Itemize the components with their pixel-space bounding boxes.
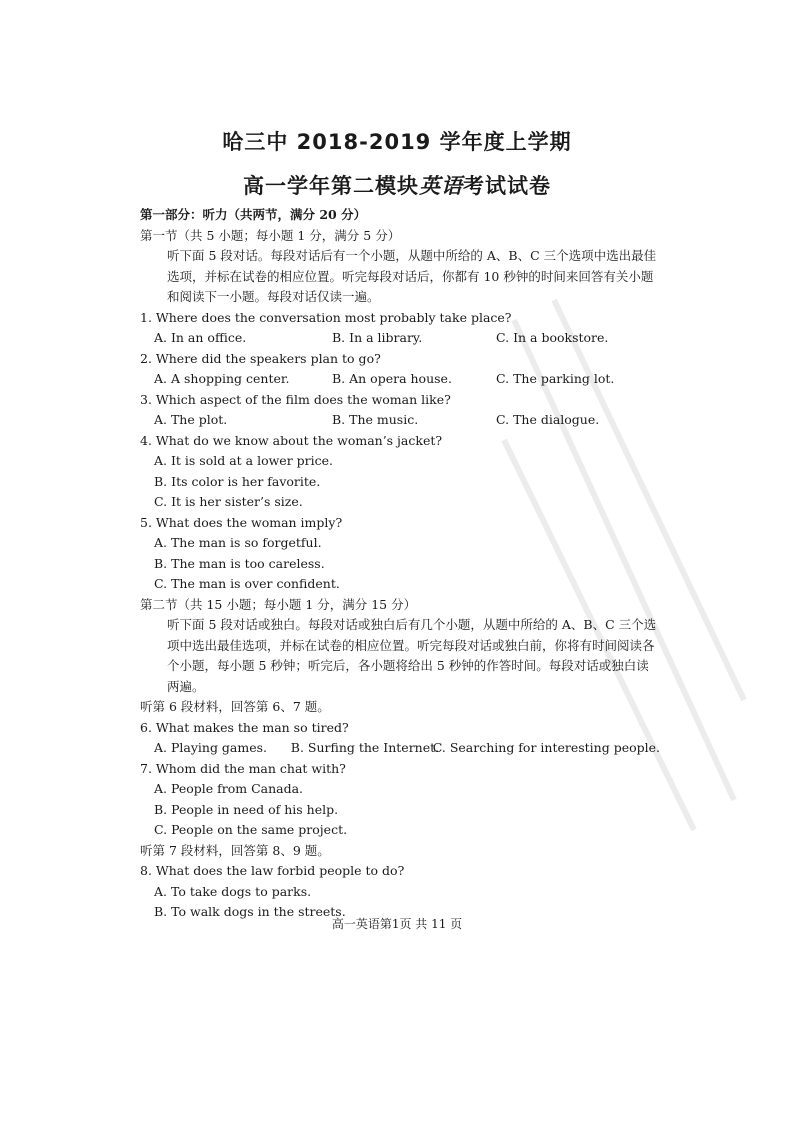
option-b: B. The man is too careless. (154, 555, 325, 571)
option-c: C. The dialogue. (496, 412, 600, 427)
question-2-options (140, 369, 660, 390)
section1-instructions: 听下面 5 段对话。每段对话后有一个小题，从题中所给的 A、B、C 三个选项中选出最佳选项，并标在试卷的相应位置。听完每段对话后，你都有 10 秒钟的时间来回答有关小题和阅读下一小题。每段对话仅读一遍。 (167, 248, 657, 304)
question-1: 1. Where does the conversation most probably take place? (140, 309, 512, 325)
question-7: 7. Whom did the man chat with? (140, 760, 346, 776)
option-a: A. To take dogs to parks. (154, 883, 312, 899)
question-1-options (140, 328, 660, 349)
section2-heading: 第二节（共 15 小题；每小题 1 分，满分 15 分） (140, 596, 417, 612)
title-part-a: 高一学年第二模块 (243, 174, 419, 198)
option-c: C. The parking lot. (496, 371, 615, 386)
exam-title-line2 (0, 170, 794, 200)
part1-heading: 第一部分：听力（共两节，满分 20 分） (140, 207, 367, 222)
material-6-label: 听第 6 段材料，回答第 6、7 题。 (140, 699, 330, 714)
exam-body (140, 205, 660, 923)
option-a: A. The man is so forgetful. (154, 535, 322, 550)
question-6-options (140, 738, 660, 759)
option-a: A. Playing games. (154, 740, 268, 755)
option-b: B. In a library. (332, 330, 423, 345)
option-b: B. People in need of his help. (154, 801, 339, 817)
option-a: A. The plot. (154, 412, 228, 427)
option-c: C. Searching for interesting people. (432, 740, 660, 755)
option-b: B. The music. (332, 412, 419, 427)
section1-heading: 第一节（共 5 小题；每小题 1 分，满分 5 分） (140, 227, 401, 243)
question-2: 2. Where did the speakers plan to go? (140, 350, 381, 366)
option-c: C. People on the same project. (154, 822, 348, 837)
option-b: B. Surfing the Internet. (290, 740, 440, 755)
option-b: B. Its color is her favorite. (154, 473, 321, 489)
option-a: A. A shopping center. (154, 371, 290, 386)
question-5: 5. What does the woman imply? (140, 514, 343, 530)
option-b: B. To walk dogs in the streets. (154, 904, 346, 919)
page-footer: 高一英语第1页 共 11 页 (331, 917, 463, 931)
option-b: B. An opera house. (332, 371, 452, 386)
title-subject: 英语 (419, 174, 463, 198)
question-6: 6. What makes the man so tired? (140, 719, 349, 735)
option-a: A. It is sold at a lower price. (154, 453, 333, 468)
section2-instructions: 听下面 5 段对话或独白。每段对话或独白后有几个小题，从题中所给的 A、B、C 三个选项中选出最佳选项，并标在试卷的相应位置。听完每段对话或独白前，你将有时间阅读各个小题，每小题 5 秒钟；听完后，各小题将给出 5 秒钟的作答时间。每段对话或独白读两遍。 (167, 617, 657, 694)
option-a: A. In an office. (154, 330, 247, 345)
option-a: A. People from Canada. (154, 781, 304, 796)
question-4: 4. What do we know about the woman’s jacket? (140, 432, 443, 448)
exam-title-line1: 哈三中 2018-2019 学年度上学期 (222, 130, 572, 154)
question-3-options (140, 410, 660, 431)
title-part-b: 考试试卷 (463, 174, 551, 198)
option-c: C. In a bookstore. (496, 330, 609, 345)
question-8: 8. What does the law forbid people to do? (140, 863, 405, 878)
option-c: C. The man is over confident. (154, 576, 340, 591)
question-3: 3. Which aspect of the film does the woman like? (140, 391, 451, 407)
material-7-label: 听第 7 段材料，回答第 8、9 题。 (140, 842, 330, 858)
option-c: C. It is her sister’s size. (154, 494, 303, 509)
